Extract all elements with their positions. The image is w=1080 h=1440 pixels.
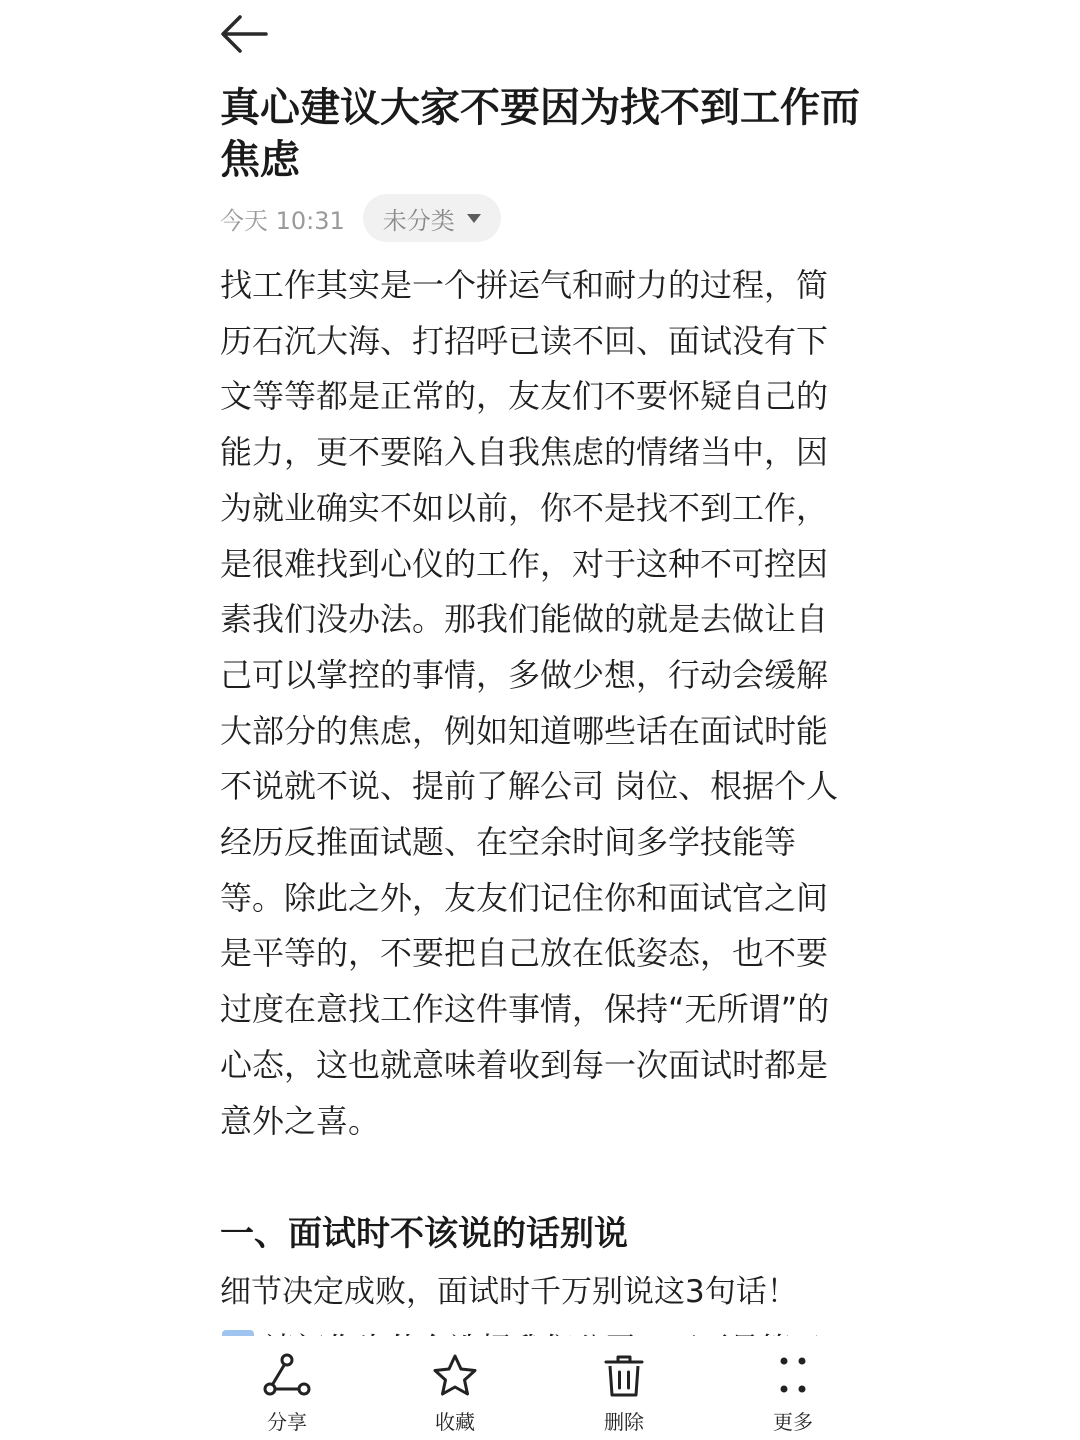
delete-button[interactable] bbox=[564, 1352, 684, 1436]
section-subtext[interactable]: 细节决定成败，面试时千万别说这3句话！ bbox=[220, 1274, 798, 1310]
more-button[interactable] bbox=[733, 1352, 853, 1436]
favorite-button[interactable] bbox=[395, 1352, 515, 1436]
note-meta bbox=[220, 194, 501, 242]
caret-down-icon bbox=[467, 214, 481, 223]
favorite-label: 收藏 bbox=[435, 1410, 475, 1434]
share-button[interactable] bbox=[227, 1352, 347, 1436]
star-icon bbox=[429, 1352, 481, 1400]
note-title[interactable]: 真心建议大家不要因为找不到工作而焦虑 bbox=[220, 85, 860, 183]
clipped-text-line bbox=[220, 1326, 856, 1336]
more-dots-icon bbox=[767, 1352, 819, 1400]
note-body[interactable]: 找工作其实是一个拼运气和耐力的过程，简历石沉大海、打招呼已读不回、面试没有下文等等都是正常的，友友们不要怀疑自己的能力，更不要陷入自我焦虑的情绪当中，因为就业确实不如以前，你不是找不到工作，是很难找到心仪的工作，对于这种不可控因素我们没办法。那我们能做的就是去做让自己可以掌控的事情，多做少想，行动会缓解大部分的焦虑，例如知道哪些话在面试时能不说就不说、提前了解公司 岗位、根据个人经历反推面试题、在空余时间多学技能等等。除此之外，友友们记住你和面试官之间是平等的，不要把自己放在低姿态，也不要过度在意找工作这件事情，保持“无所谓”的心态，这也就意味着收到每一次面试时都是意外之喜。 bbox=[220, 266, 839, 1140]
share-label: 分享 bbox=[267, 1410, 307, 1434]
note-timestamp: 今天 10:31 bbox=[220, 206, 345, 235]
category-label: 未分类 bbox=[382, 206, 455, 235]
share-icon bbox=[261, 1352, 313, 1400]
trash-icon bbox=[598, 1352, 650, 1400]
back-button[interactable] bbox=[218, 12, 270, 56]
delete-label: 删除 bbox=[604, 1410, 644, 1434]
arrow-left-icon bbox=[218, 12, 270, 56]
bottom-toolbar bbox=[0, 1336, 1080, 1440]
more-label: 更多 bbox=[773, 1410, 813, 1434]
category-dropdown[interactable] bbox=[363, 194, 501, 242]
section-heading[interactable]: 一、面试时不该说的话别说 bbox=[220, 1214, 628, 1254]
